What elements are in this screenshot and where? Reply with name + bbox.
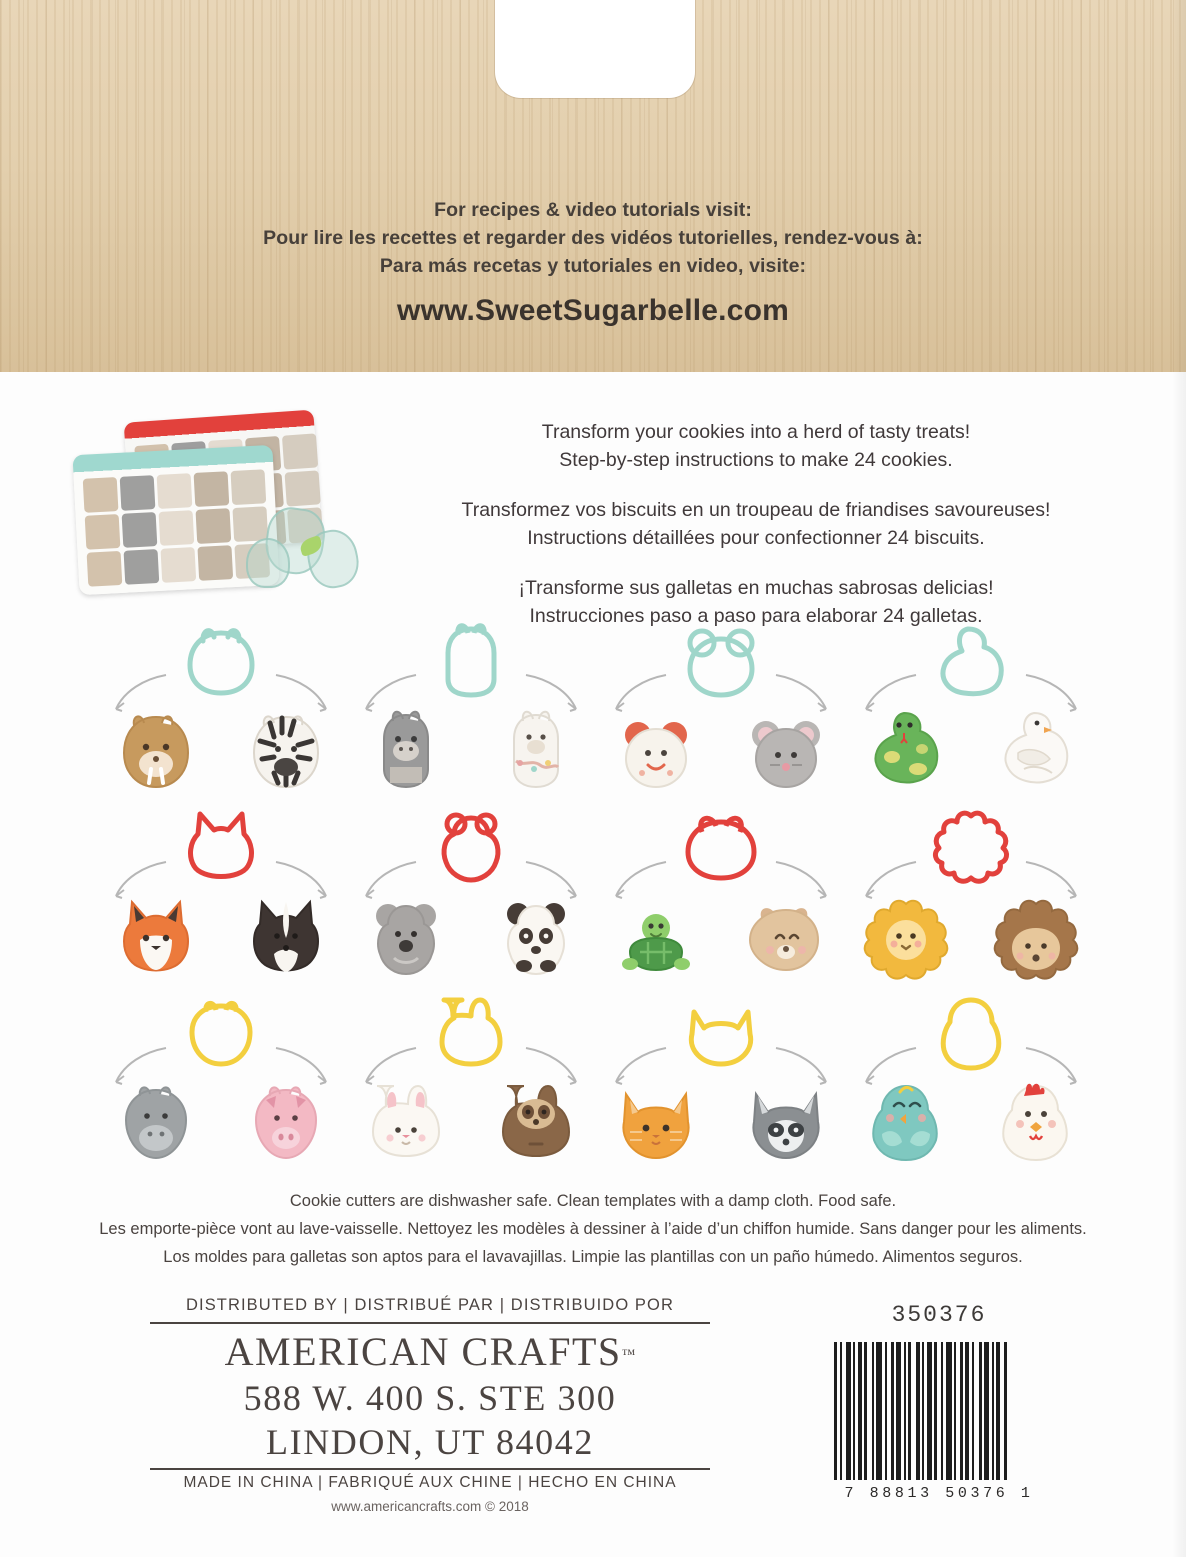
cookie-bird: [860, 1080, 952, 1170]
intro-english-line-1: Transform your cookies into a herd of tasty treats!: [541, 421, 971, 443]
made-in-label: MADE IN CHINA | FABRIQUÉ AUX CHINE | HECHO EN CHINA: [183, 1474, 677, 1491]
cookie-lion: [860, 894, 952, 984]
cutter-outline-bunny: [428, 994, 514, 1072]
cookie-pair-9: [96, 1080, 346, 1170]
transform-group-4: [846, 615, 1096, 802]
transform-group-5: [96, 802, 346, 989]
cutter-outline-tall-bear: [428, 621, 514, 699]
cookie-pair-1: [96, 707, 346, 797]
recipes-header-text: [0, 196, 1186, 328]
brand-block: [150, 1328, 710, 1464]
cutter-outline-chick: [928, 994, 1014, 1072]
cookie-pair-8: [846, 894, 1096, 984]
transform-group-11: [596, 988, 846, 1175]
cookie-pair-5: [96, 894, 346, 984]
transform-group-9: [96, 988, 346, 1175]
recipes-line-spanish: Para más recetas y tutoriales en video, visite:: [379, 255, 807, 277]
transform-group-1: [96, 615, 346, 802]
barcode-image: [834, 1342, 1044, 1480]
company-website[interactable]: www.americancrafts.com © 2018: [331, 1499, 529, 1514]
cookie-zebra: [240, 707, 332, 797]
footer: [150, 1296, 1050, 1526]
cutter-outline-duck: [928, 621, 1014, 699]
cookie-sloth: [490, 1080, 582, 1170]
cookie-pig: [240, 1080, 332, 1170]
transform-group-2: [346, 615, 596, 802]
care-spanish: Los moldes para galletas son aptos para el lavavajillas. Limpie las plantillas con un paño húmedo. Alimentos seguros.: [163, 1248, 1023, 1266]
transform-group-8: [846, 802, 1096, 989]
brand-name: AMERICAN CRAFTS: [224, 1329, 622, 1374]
cookie-hippo: [110, 1080, 202, 1170]
transform-group-12: [846, 988, 1096, 1175]
cutter-outline-scalloped-mane: [928, 808, 1014, 886]
cookie-deer: [740, 894, 832, 984]
transform-group-10: [346, 988, 596, 1175]
cookie-pair-6: [346, 894, 596, 984]
cutter-outline-round-eared: [178, 621, 264, 699]
intro-french: [400, 496, 1112, 552]
cookie-cutter-photo-3: [246, 538, 290, 588]
cookie-pair-11: [596, 1080, 846, 1170]
trademark-symbol: ™: [621, 1347, 636, 1363]
cookie-panda: [490, 894, 582, 984]
footer-divider-bottom: [150, 1468, 710, 1470]
barcode-block: [828, 1302, 1050, 1502]
cutter-outline-mouse-ears: [678, 621, 764, 699]
hang-hole-cutout: [495, 0, 695, 98]
address-line-2: LINDON, UT 84042: [266, 1422, 594, 1462]
intro-spanish-line-2: Instrucciones paso a paso para elaborar 24 galletas.: [529, 605, 983, 627]
care-instructions: [60, 1190, 1126, 1274]
cookie-skunk: [240, 894, 332, 984]
cookie-swan: [990, 707, 1082, 797]
transform-group-3: [596, 615, 846, 802]
cookie-donkey: [360, 707, 452, 797]
intro-french-line-2: Instructions détaillées pour confectionner 24 biscuits.: [527, 527, 985, 549]
cutter-outline-bear-head: [678, 808, 764, 886]
cookie-pair-12: [846, 1080, 1096, 1170]
intro-text-block: [400, 418, 1112, 630]
intro-spanish-line-1: ¡Transforme sus galletas en muchas sabrosas delicias!: [518, 577, 994, 599]
cutter-outline-cat-head: [678, 994, 764, 1072]
intro-english: [400, 418, 1112, 474]
sweetsugarbelle-url[interactable]: www.SweetSugarbelle.com: [397, 294, 789, 327]
cookie-mouse: [740, 707, 832, 797]
cookie-pair-2: [346, 707, 596, 797]
barcode-number: 7 88813 50376 1: [844, 1485, 1034, 1502]
cookie-pair-10: [346, 1080, 596, 1170]
cookie-raccoon: [740, 1080, 832, 1170]
template-card-mint-art: [83, 469, 270, 586]
intro-english-line-2: Step-by-step instructions to make 24 cookies.: [559, 449, 953, 471]
cookie-fox: [110, 894, 202, 984]
cookie-chicken: [990, 1080, 1082, 1170]
wood-texture-header: [0, 0, 1186, 373]
cutter-outline-fox-head: [178, 808, 264, 886]
intro-french-line-1: Transformez vos biscuits en un troupeau de friandises savoureuses!: [461, 499, 1051, 521]
kit-product-photo: [70, 412, 350, 612]
cookie-koala: [360, 894, 452, 984]
distributed-by-label: DISTRIBUTED BY | DISTRIBUÉ PAR | DISTRIBUIDO POR: [186, 1296, 674, 1314]
care-french: Les emporte-pièce vont au lave-vaisselle. Nettoyez les modèles à dessiner à l’aide d’un chiffon humide. Sans danger pour les aliments.: [99, 1220, 1087, 1238]
cutter-outline-hippo: [178, 994, 264, 1072]
cookie-llama: [490, 707, 582, 797]
cookie-cat: [610, 1080, 702, 1170]
cookie-snake: [860, 707, 952, 797]
cutter-outline-teddy-bear: [428, 808, 514, 886]
transform-group-7: [596, 802, 846, 989]
sku-number: 350376: [891, 1302, 987, 1328]
cookie-hedgehog: [990, 894, 1082, 984]
transform-group-6: [346, 802, 596, 989]
cookie-walrus: [110, 707, 202, 797]
cookie-turtle: [610, 894, 702, 984]
cookie-pair-3: [596, 707, 846, 797]
cookie-pair-4: [846, 707, 1096, 797]
care-english: Cookie cutters are dishwasher safe. Clean templates with a damp cloth. Food safe.: [289, 1192, 897, 1210]
recipes-line-french: Pour lire les recettes et regarder des vidéos tutorielles, rendez-vous à:: [263, 227, 923, 249]
cookie-pair-7: [596, 894, 846, 984]
address-line-1: 588 W. 400 S. STE 300: [243, 1378, 617, 1418]
transform-grid: [96, 615, 1096, 1175]
footer-divider-top: [150, 1322, 710, 1324]
recipes-line-english: For recipes & video tutorials visit:: [434, 199, 752, 221]
cookie-bunny: [360, 1080, 452, 1170]
cookie-crab: [610, 707, 702, 797]
